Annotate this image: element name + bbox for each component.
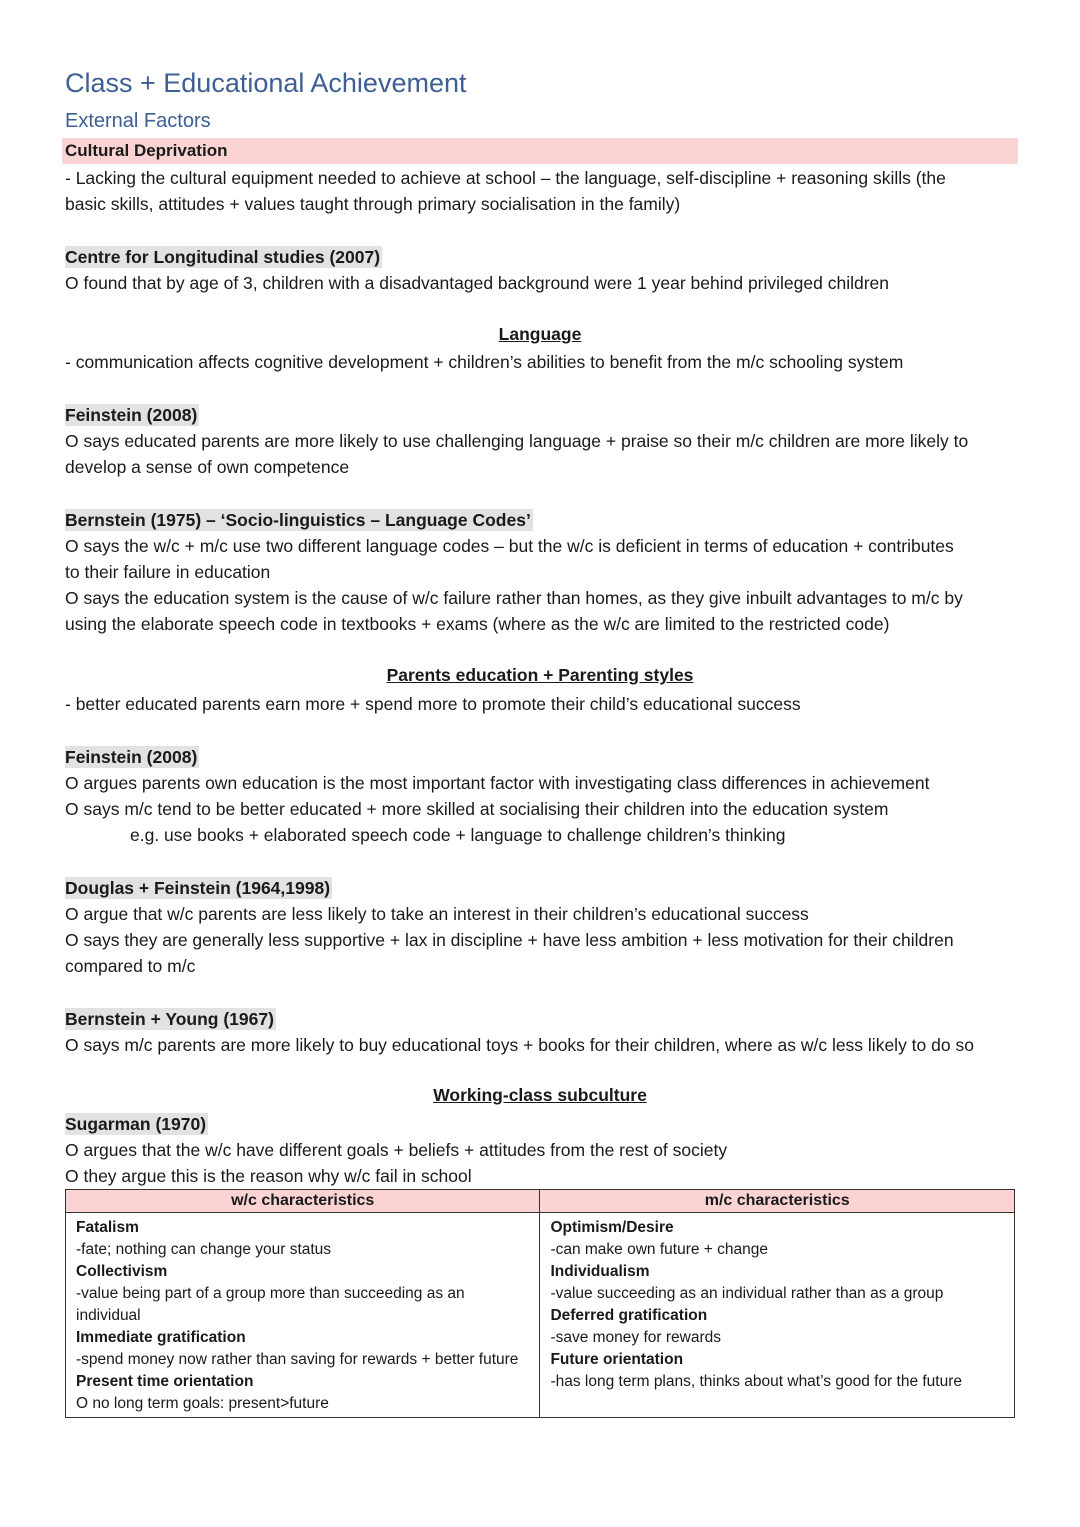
mc-item-desc: -value succeeding as an individual rather than as a group — [550, 1285, 944, 1302]
feinstein-1-heading-row — [65, 402, 199, 428]
cultural-deprivation-line-2: basic skills, attitudes + values taught through primary socialisation in the family) — [65, 194, 681, 214]
cultural-deprivation-line-1: - Lacking the cultural equipment needed to achieve at school – the language, self-discipline + reasoning skills (the — [65, 168, 946, 188]
bernstein-line-3: O says the education system is the cause of w/c failure rather than homes, as they give inbuilt advantages to m/c by — [65, 588, 963, 608]
mc-column-header: m/c characteristics — [540, 1190, 1015, 1213]
page-title: Class + Educational Achievement — [65, 68, 467, 98]
feinstein-2-heading: Feinstein (2008) — [65, 747, 198, 767]
bernstein-line-1: O says the w/c + m/c use two different language codes – but the w/c is deficient in terms of education + contributes — [65, 536, 954, 556]
young-line-1: O says m/c parents are more likely to buy educational toys + books for their children, where as w/c less likely to do so — [65, 1035, 974, 1055]
wc-characteristics-cell — [66, 1213, 540, 1418]
wc-item-desc: -value being part of a group more than succeeding as an individual — [76, 1285, 465, 1324]
cultural-deprivation-heading: Cultural Deprivation — [65, 141, 228, 160]
mc-item-desc: -save money for rewards — [550, 1329, 721, 1346]
parents-line-1: - better educated parents earn more + spend more to promote their child’s educational success — [65, 694, 801, 714]
bernstein-heading-row — [65, 507, 533, 533]
parents-heading: Parents education + Parenting styles — [386, 665, 694, 685]
mc-item-label: Individualism — [550, 1263, 650, 1280]
feinstein-1-line-1: O says educated parents are more likely to use challenging language + praise so their m/c children are more likely to — [65, 431, 969, 451]
language-heading: Language — [498, 324, 582, 344]
mc-item-desc: -can make own future + change — [550, 1241, 768, 1258]
mc-item-label: Deferred gratification — [550, 1307, 708, 1324]
cls-line-1: O found that by age of 3, children with a disadvantaged background were 1 year behind privileged children — [65, 273, 890, 293]
douglas-heading-row — [65, 875, 332, 901]
douglas-heading: Douglas + Feinstein (1964,1998) — [65, 878, 331, 898]
bernstein-heading: Bernstein (1975) – ‘Socio-linguistics – Language Codes’ — [65, 510, 531, 530]
feinstein-2-line-3: e.g. use books + elaborated speech code + language to challenge children’s thinking — [130, 825, 786, 845]
mc-item-label: Optimism/Desire — [550, 1219, 674, 1236]
mc-item-desc: -has long term plans, thinks about what’s good for the future — [550, 1373, 963, 1390]
mc-characteristics-cell — [540, 1213, 1015, 1418]
douglas-line-3: compared to m/c — [65, 956, 196, 976]
wc-item-label: Present time orientation — [76, 1373, 254, 1390]
wc-item-label: Immediate gratification — [76, 1329, 246, 1346]
douglas-line-2: O says they are generally less supportive + lax in discipline + have less ambition + less motivation for their children — [65, 930, 954, 950]
cls-heading: Centre for Longitudinal studies (2007) — [65, 247, 381, 267]
young-heading: Bernstein + Young (1967) — [65, 1009, 274, 1029]
young-heading-row — [65, 1006, 276, 1032]
sugarman-line-2: O they argue this is the reason why w/c fail in school — [65, 1166, 472, 1186]
feinstein-1-heading: Feinstein (2008) — [65, 405, 198, 425]
feinstein-1-line-2: develop a sense of own competence — [65, 457, 350, 477]
feinstein-2-heading-row — [65, 744, 199, 770]
wc-item-label: Fatalism — [76, 1219, 139, 1236]
bernstein-line-2: to their failure in education — [65, 562, 271, 582]
wc-item-desc: O no long term goals: present>future — [76, 1395, 329, 1412]
feinstein-2-line-1: O argues parents own education is the most important factor with investigating class differences in achievement — [65, 773, 930, 793]
feinstein-2-line-2: O says m/c tend to be better educated + more skilled at socialising their children into the education system — [65, 799, 889, 819]
characteristics-table — [65, 1189, 1015, 1418]
mc-item-label: Future orientation — [550, 1351, 684, 1368]
wc-column-header: w/c characteristics — [66, 1190, 540, 1213]
language-line-1: - communication affects cognitive development + children’s abilities to benefit from the m/c schooling system — [65, 352, 904, 372]
wc-item-desc: -spend money now rather than saving for rewards + better future — [76, 1351, 519, 1368]
douglas-line-1: O argue that w/c parents are less likely to take an interest in their children’s educational success — [65, 904, 809, 924]
wc-item-desc: -fate; nothing can change your status — [76, 1241, 332, 1258]
sugarman-heading-row — [65, 1111, 208, 1137]
section-subtitle: External Factors — [65, 110, 211, 132]
subculture-heading: Working-class subculture — [433, 1085, 647, 1105]
cls-heading-row — [65, 244, 382, 270]
sugarman-line-1: O argues that the w/c have different goals + beliefs + attitudes from the rest of society — [65, 1140, 728, 1160]
wc-item-label: Collectivism — [76, 1263, 168, 1280]
bernstein-line-4: using the elaborate speech code in textbooks + exams (where as the w/c are limited to the restricted code) — [65, 614, 890, 634]
sugarman-heading: Sugarman (1970) — [65, 1114, 207, 1134]
